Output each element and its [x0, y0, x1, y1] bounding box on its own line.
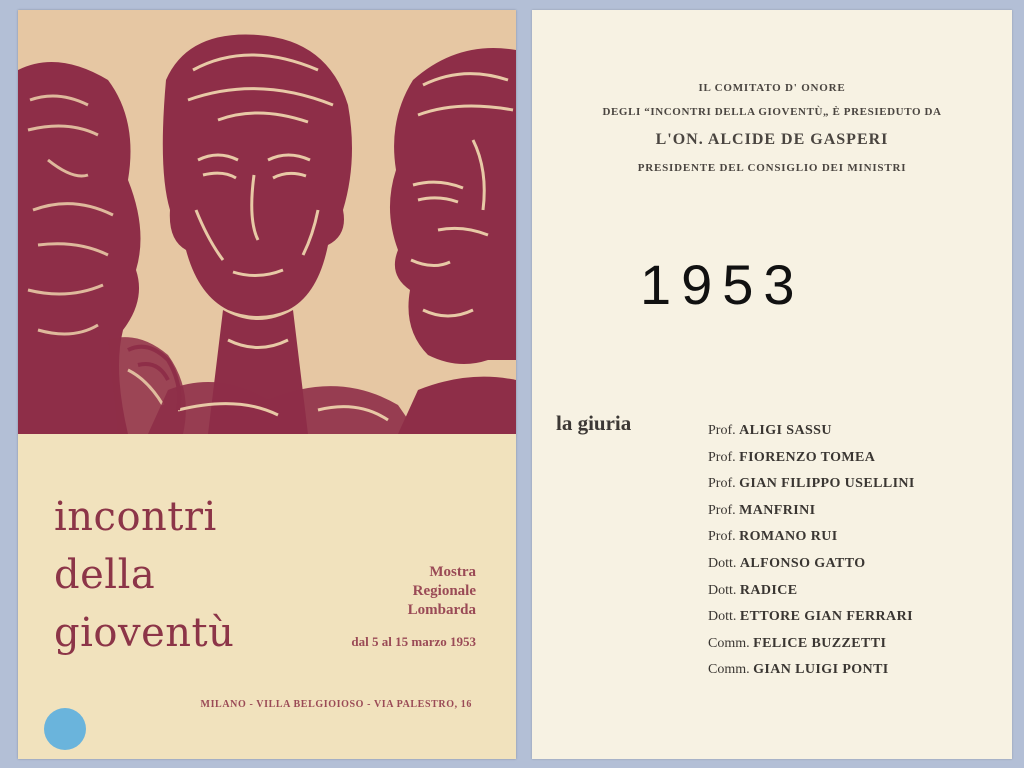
jury-member [708, 604, 915, 631]
cover-woodcut-illustration [18, 10, 516, 434]
jury-member-name: ALIGI SASSU [739, 423, 832, 438]
three-faces-woodcut [18, 10, 516, 434]
jury-member-title: Dott. [708, 609, 737, 625]
jury-member [708, 471, 915, 498]
cover-subtitle-line: Regionale [412, 583, 476, 599]
cover-title-line: della [54, 552, 156, 598]
jury-heading: la giuria [556, 411, 632, 435]
jury-member-title: Prof. [708, 476, 736, 492]
president-name: L'ON. ALCIDE DE GASPERI [655, 131, 889, 148]
blue-sticker-dot [44, 708, 86, 750]
cover-address: MILANO - VILLA BELGIOIOSO - VIA PALESTRO, 16 [200, 699, 472, 710]
honor-committee-heading: IL COMITATO D' ONORE [698, 82, 846, 94]
jury-member-name: MANFRINI [739, 502, 816, 518]
president-role: PRESIDENTE DEL CONSIGLIO DEI MINISTRI [637, 162, 907, 174]
jury-member [708, 631, 915, 658]
jury-member-name: ROMANO RUI [739, 529, 838, 545]
jury-member-name: RADICE [739, 582, 798, 598]
cover-title-line: incontri [54, 494, 217, 540]
cover-subtitle [408, 563, 476, 620]
jury-member-name: FELICE BUZZETTI [753, 635, 887, 651]
jury-member-title: Prof. [708, 423, 736, 438]
jury-member-title: Comm. [708, 662, 750, 678]
jury-member [708, 657, 915, 684]
catalogue-cover [18, 10, 516, 759]
jury-member-name: ETTORE GIAN FERRARI [739, 609, 913, 625]
jury-member-title: Comm. [708, 635, 750, 651]
jury-member [708, 498, 915, 525]
jury-list [708, 418, 915, 684]
year-label: 1953 [640, 253, 805, 316]
jury-member-name: ALFONSO GATTO [739, 555, 866, 571]
jury-member-name: GIAN LUIGI PONTI [753, 662, 889, 678]
cover-subtitle-line: Lombarda [407, 602, 476, 618]
jury-member [708, 418, 915, 445]
jury-member-title: Prof. [708, 449, 736, 465]
cover-title [54, 488, 234, 662]
jury-member-title: Prof. [708, 529, 736, 545]
cover-subtitle-line: Mostra [429, 564, 476, 580]
honor-committee-line: DEGLI “INCONTRI DELLA GIOVENTÙ„ È PRESIEDUTO DA [602, 106, 942, 118]
jury-member [708, 578, 915, 605]
cover-title-line: gioventù [54, 610, 235, 656]
jury-member [708, 445, 915, 472]
jury-member-title: Dott. [708, 555, 737, 571]
inner-page [532, 10, 1012, 759]
jury-member-name: FIORENZO TOMEA [739, 449, 876, 465]
cover-dates: dal 5 al 15 marzo 1953 [351, 634, 476, 649]
jury-member [708, 551, 915, 578]
jury-member-name: GIAN FILIPPO USELLINI [739, 476, 915, 492]
jury-member-title: Prof. [708, 502, 736, 518]
jury-member-title: Dott. [708, 582, 737, 598]
jury-member [708, 524, 915, 551]
